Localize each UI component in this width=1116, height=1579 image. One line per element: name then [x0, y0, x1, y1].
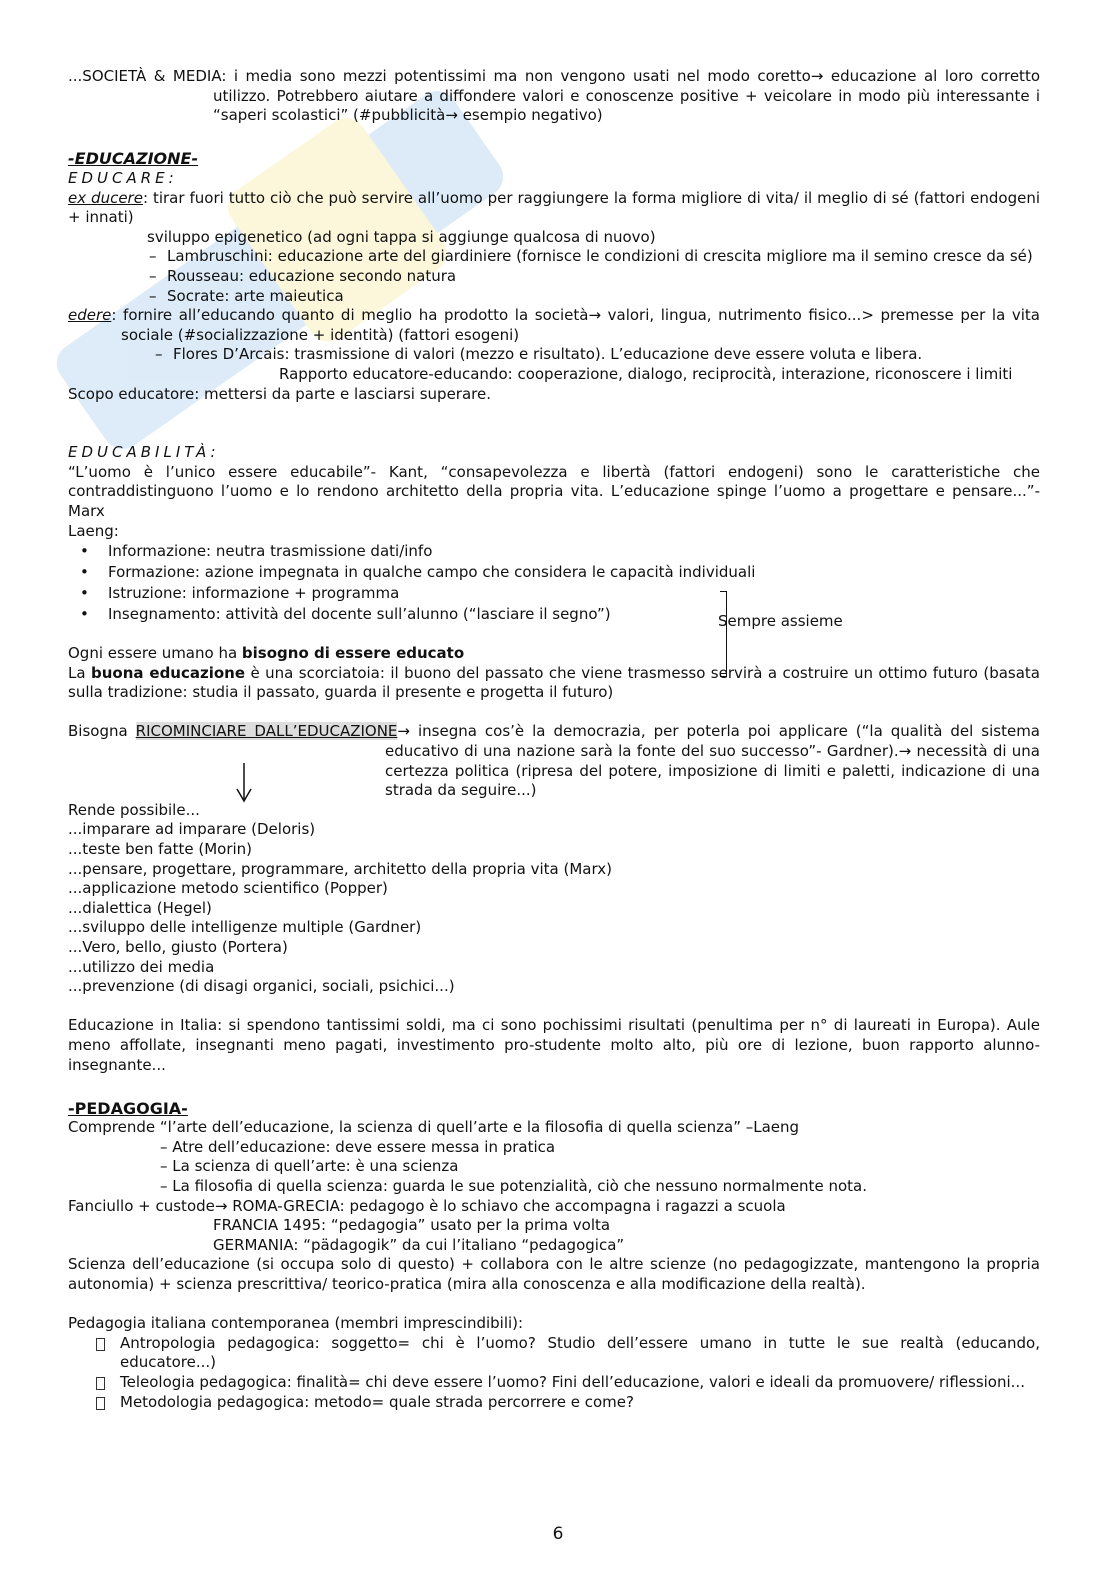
rende-item: ...pensare, progettare, programmare, architetto della propria vita (Marx) [68, 859, 612, 878]
pedagogia-item: – Atre dell’educazione: deve essere messa in pratica [160, 1137, 556, 1156]
ex-ducere-term: ex ducere [68, 188, 143, 207]
page-number: 6 [552, 1524, 564, 1544]
rende-item: ...prevenzione (di disagi organici, sociali, psichici...) [68, 977, 455, 996]
educabilita-text: “L’uomo è l’unico essere educabile”- Kant, “consapevolezza e libertà (fattori endogeni) sono le caratteristiche che contraddistinguono l’uomo e lo rendono architetto della propria vita. L’educazione spinge l’uomo a progettare e pensare...”- Marx [68, 462, 1040, 521]
ogni-bold: bisogno di essere educato [241, 644, 465, 663]
rende-item: ...utilizzo dei media [68, 957, 215, 976]
ex-item: – Rousseau: educazione secondo natura [167, 267, 1040, 287]
laeng-bullet: • Istruzione: informazione + programma [68, 583, 1040, 604]
laeng-bullet: • Formazione: azione impegnata in qualche campo che considera le capacità individuali [68, 562, 1040, 583]
laeng-label: Laeng: [68, 521, 119, 540]
laeng-bullet: • Informazione: neutra trasmissione dati/info [68, 541, 1040, 562]
buona-text: è una scorciatoia: il buono del passato che viene trasmesso servirà a costruire un ottimo futuro (basata sulla tradizione: studia il passato, guarda il presente e progetta il futuro) [68, 663, 1040, 702]
buona-bold: buona educazione [90, 663, 246, 682]
buona-pre: La [68, 663, 91, 682]
edere-term: edere [68, 306, 112, 325]
arrow-down-icon [234, 763, 254, 803]
section-title-pedagogia: -PEDAGOGIA- [68, 1098, 188, 1118]
rende-label: Rende possibile... [68, 800, 200, 819]
rende-item: ...imparare ad imparare (Deloris) [68, 820, 316, 839]
sviluppo-line: sviluppo epigenetico (ad ogni tappa si aggiunge qualcosa di nuovo) [147, 227, 656, 246]
italia-paragraph: Educazione in Italia: si spendono tantissimi soldi, ma ci sono pochissimi risultati (penultima per n° di laureati in Europa). Aule meno affollate, insegnanti meno pagati, investimento pro-studente molto alto, più ore di lezione, buon rapporto alunno-insegnante... [68, 1016, 1040, 1074]
bisogna-text: → insegna cos’è la democrazia, per poterla poi applicare (“la qualità del sistema educativo di una nazione sarà la fonte del suo successo”- Gardner).→ necessità di una certezza politica (ripresa del potere, imposizione di limiti e paletti, indicazione di una strada da seguire...) [385, 722, 1040, 800]
comprende-line: Comprende “l’arte dell’educazione, la scienza di quell’arte e la filosofia di quella scienza” –Laeng [68, 1118, 800, 1137]
germania-line: GERMANIA: “pädagogik” da cui l’italiano “pedagogica” [213, 1235, 625, 1254]
flores-line: – Flores D’Arcais: trasmissione di valori (mezzo e risultato). L’educazione deve essere voluta e libera. [173, 345, 1040, 365]
edere-text: : fornire all’educando quanto di meglio ha prodotto la società→ valori, lingua, nutrimento fisico...> premesse per la vita sociale (#socializzazione + identità) (fattori esogeni) [111, 306, 1040, 344]
rende-item: ...sviluppo delle intelligenze multiple (Gardner) [68, 918, 422, 937]
italiana-label: Pedagogia italiana contemporanea (membri imprescindibili): [68, 1314, 524, 1333]
membro-item: Metodologia pedagogica: metodo= quale strada percorrere e come? [68, 1393, 1040, 1413]
fanciullo-line: Fanciullo + custode→ ROMA-GRECIA: pedagogo è lo schiavo che accompagna i ragazzi a scuola [68, 1196, 786, 1215]
laeng-bullet: • Insegnamento: attività del docente sull’alunno (“lasciare il segno”) [68, 604, 1040, 625]
document-body [68, 67, 1040, 1412]
scienza-paragraph: Scienza dell’educazione (si occupa solo di questo) + collabora con le altre scienze (no pedagogizzate, mantengono la propria autonomia) + scienza prescrittiva/ teorico-pratica (mira alla conoscenza e alla modificazione della realtà). [68, 1255, 1040, 1294]
scopo-line: Scopo educatore: mettersi da parte e lasciarsi superare. [68, 384, 492, 403]
intro-paragraph: ...SOCIETÀ & MEDIA: i media sono mezzi potentissimi ma non vengono usati nel modo coretto→ educazione al loro corretto utilizzo. Potrebbero aiutare a diffondere valori e conoscenze positive + veicolare in modo più interessante i “saperi scolastici” (#pubblicità→ esempio negativo) [68, 67, 1040, 125]
membro-item: Antropologia pedagogica: soggetto= chi è l’uomo? Studio dell’essere umano in tutte le sue realtà (educando, educatore...) [68, 1334, 1040, 1373]
rende-item: ...Vero, bello, giusto (Portera) [68, 937, 288, 956]
ogni-text: Ogni essere umano ha [68, 644, 242, 663]
ex-ducere-text: : tirar fuori tutto ciò che può servire all’uomo per raggiungere la forma migliore di vita/ il meglio di sé (fattori endogeni + innati) [68, 188, 1041, 227]
rende-item: ...dialettica (Hegel) [68, 898, 212, 917]
rende-item: ...teste ben fatte (Morin) [68, 839, 253, 858]
pedagogia-item: – La filosofia di quella scienza: guarda le sue potenzialità, ciò che nessuno normalmente nota. [160, 1177, 867, 1196]
ex-item: – Lambruschini: educazione arte del giardiniere (fornisce le condizioni di crescita migliore ma il semino cresce da sé) [167, 247, 1040, 267]
membro-item: Teleologia pedagogica: finalità= chi deve essere l’uomo? Fini dell’educazione, valori e ideali da promuovere/ riflessioni... [68, 1373, 1040, 1393]
pedagogia-item: – La scienza di quell’arte: è una scienza [160, 1157, 459, 1176]
rapporto-line: Rapporto educatore-educando: cooperazione, dialogo, reciprocità, interazione, riconoscere i limiti [279, 364, 1013, 383]
rende-item: ...applicazione metodo scientifico (Popper) [68, 879, 388, 898]
bisogna-pre: Bisogna [68, 722, 136, 741]
right-bracket [720, 591, 727, 677]
educabilita-label: EDUCABILITÀ: [68, 443, 220, 462]
section-title-educazione: -EDUCAZIONE- [68, 149, 199, 169]
bisogna-highlight: RICOMINCIARE DALL’EDUCAZIONE [135, 722, 398, 741]
francia-line: FRANCIA 1495: “pedagogia” usato per la prima volta [213, 1216, 611, 1235]
educare-label: EDUCARE: [68, 168, 178, 187]
bracket-label: Sempre assieme [718, 612, 843, 630]
ex-item: – Socrate: arte maieutica [167, 287, 1040, 307]
